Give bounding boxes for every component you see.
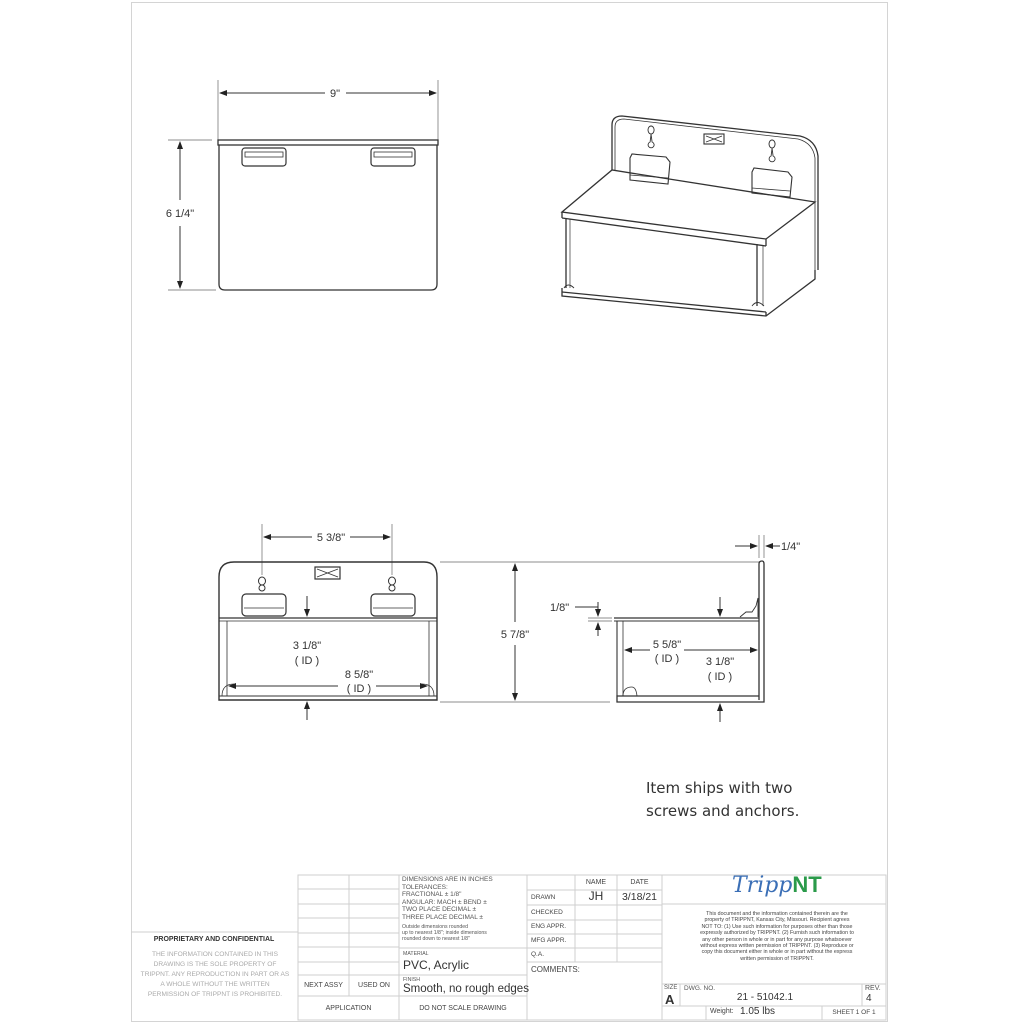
rev-value: 4 [866,993,872,1004]
comments-label: COMMENTS: [531,965,580,974]
dim-side-inside-depth: 5 5/8" [652,639,682,651]
trippnt-logo [732,872,822,898]
dwg-no-value: 21 - 51042.1 [736,992,794,1003]
dim-depth-top: 6 1/4" [165,208,195,220]
dim-lid-thickness: 1/8" [550,602,570,614]
tolerance-line-1: DIMENSIONS ARE IN INCHES [402,876,493,883]
eng-appr-label: ENG APPR. [531,923,567,930]
dim-side-inside-height: 3 1/8" [705,656,735,668]
size-label: SIZE [664,985,678,991]
application-label: APPLICATION [325,1005,372,1012]
size-value: A [665,992,675,1007]
drawn-name: JH [588,889,604,903]
checked-label: CHECKED [531,909,563,916]
dwg-no-label: DWG. NO. [684,985,716,992]
shipping-note-line1: Item ships with two [646,779,793,797]
proprietary-title: PROPRIETARY AND CONFIDENTIAL [153,936,275,943]
dim-overall-height: 5 7/8" [500,629,530,641]
tolerance-line-2: TOLERANCES: [402,883,448,891]
drawn-label: DRAWN [531,894,556,901]
do-not-scale-label: DO NOT SCALE DRAWING [419,1005,507,1012]
dim-front-inside-height: 3 1/8" [292,640,322,652]
logo-bold: NT [792,872,822,897]
drawn-date: 3/18/21 [621,891,658,903]
rounding-note-2: up to nearest 1/8"; inside dimensions [402,930,487,936]
isometric-view [562,116,818,316]
dim-front-inside-width: 8 5/8" [344,669,374,681]
dim-side-inside-height-note: ( ID ) [707,671,733,683]
dim-back-thickness: 1/4" [781,541,801,553]
tolerance-line-4: ANGULAR: MACH ± BEND ± [402,898,487,906]
name-header: NAME [585,879,607,886]
tolerances-block [402,876,526,942]
dim-hole-spacing: 5 3/8" [316,532,346,544]
finish-label: FINISH [403,977,421,983]
front-view [219,524,760,720]
mfg-appr-label: MFG APPR. [531,937,567,944]
logo-script: Tripp [732,873,793,898]
dim-side-inside-depth-note: ( ID ) [654,653,680,665]
shipping-note [646,777,799,823]
dim-width-top: 9" [329,88,341,100]
tolerance-line-3: FRACTIONAL ± 1/8" [402,891,462,898]
rounding-note-1: Outside dimensions rounded [402,924,469,930]
proprietary-text: THE INFORMATION CONTAINED IN THIS DRAWING IS THE SOLE PROPERTY OF TRIPPNT. ANY REPRODUCTION IN PART OR AS A WHOLE WITHOUT THE WRITTEN PERMISSION OF TRIPPNT IS PROHIBITED. [140,951,290,998]
next-assy-label: NEXT ASSY [304,982,343,989]
used-on-label: USED ON [358,982,390,989]
legal-notice: This document and the information contained therein are the property of TRIPPNT, Kansas City, Missouri. Recipient agrees NOT TO: (1) Use such information for purposes other than those expressly authorized by TRIPPNT. (2) Furnish such information to any other person in whole or in part for any purpose whatsoever without express written permission of TRIPPNT. (3) Reproduce or copy this document either in whole or in part without the express written permission of TRIPPNT. [700,911,854,962]
rev-label: REV. [865,985,881,992]
material-value: PVC, Acrylic [403,958,470,972]
dim-front-inside-height-note: ( ID ) [294,655,320,667]
material-label: MATERIAL [403,951,429,957]
tolerance-line-6: THREE PLACE DECIMAL ± [402,913,483,921]
qa-label: Q.A. [531,951,545,958]
weight-value: 1.05 lbs [740,1006,776,1017]
rounding-note-3: rounded down to nearest 1/8" [402,936,470,942]
side-view [575,535,780,722]
shipping-note-line2: screws and anchors. [646,802,800,820]
date-header: DATE [630,879,649,886]
weight-label: Weight: [710,1008,734,1015]
finish-value: Smooth, no rough edges [403,983,529,995]
tolerance-line-5: TWO PLACE DECIMAL ± [402,906,477,913]
dim-front-inside-width-note: ( ID ) [346,683,372,695]
sheet-label: SHEET 1 OF 1 [832,1009,876,1016]
top-view [165,80,438,290]
